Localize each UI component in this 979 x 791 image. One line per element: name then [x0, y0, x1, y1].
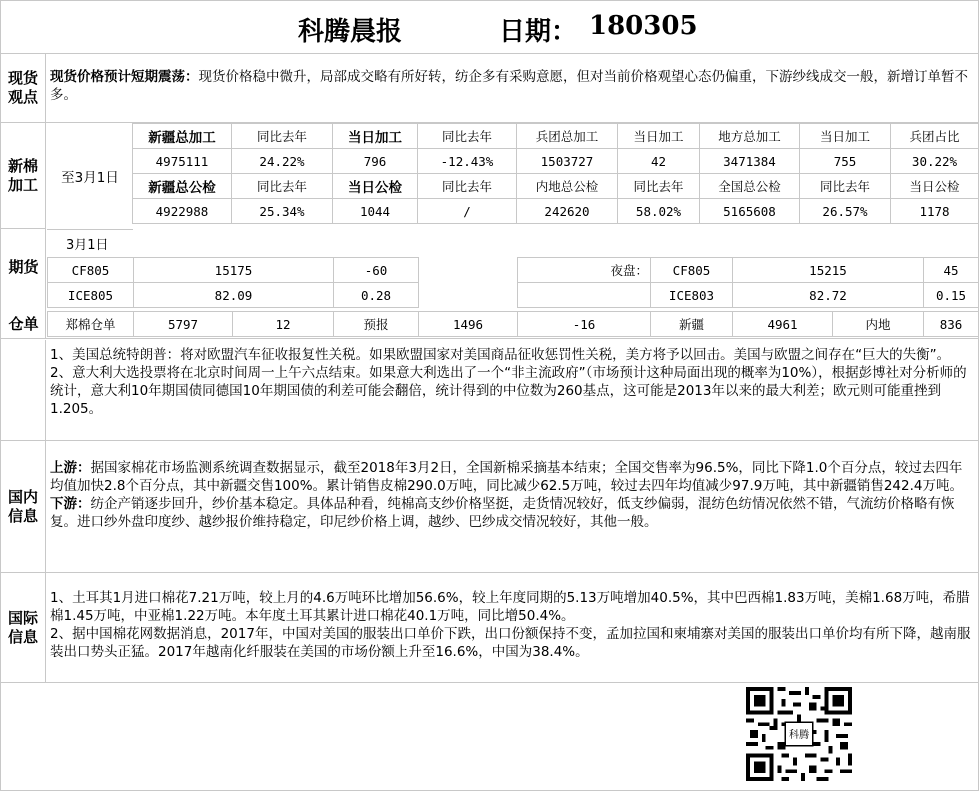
table-cell: 新疆总公检 [133, 174, 232, 199]
table-cell: 同比去年 [800, 174, 891, 199]
table-cell: 15175 [134, 258, 334, 283]
table-cell: 内地 [833, 312, 924, 337]
table-cell: 地方总加工 [700, 124, 800, 149]
table-cell: 12 [233, 312, 334, 337]
table-cell: 0.28 [334, 283, 419, 308]
warehouse-row [48, 312, 979, 337]
intl-body [47, 573, 978, 682]
cotton-row1-values [133, 149, 979, 174]
table-cell: 当日公检 [333, 174, 418, 199]
table-cell: 1044 [333, 199, 418, 224]
table-cell: 42 [618, 149, 700, 174]
table-cell: 58.02% [618, 199, 700, 224]
table-cell: 1503727 [517, 149, 618, 174]
table-cell: 5165608 [700, 199, 800, 224]
table-cell: 5797 [134, 312, 233, 337]
spot-headline: 现货价格预计短期震荡： [50, 69, 199, 85]
table-cell: 82.72 [733, 283, 924, 308]
table-cell: 25.34% [232, 199, 333, 224]
spot-section [1, 54, 978, 123]
table-cell: 同比去年 [418, 124, 517, 149]
table-cell: 4975111 [133, 149, 232, 174]
table-cell [518, 283, 651, 308]
futures-row-1 [48, 258, 979, 283]
table-cell: ICE805 [48, 283, 134, 308]
table-cell: 4922988 [133, 199, 232, 224]
cotton-as-of: 至3月1日 [47, 123, 133, 230]
table-cell: CF805 [651, 258, 733, 283]
table-cell: 755 [800, 149, 891, 174]
futures-date: 3月1日 [66, 238, 109, 253]
table-cell: 836 [924, 312, 979, 337]
macro-body [47, 340, 978, 440]
table-cell [419, 283, 518, 308]
table-cell: 242620 [517, 199, 618, 224]
qr-code-icon [745, 687, 853, 781]
cotton-row1-headers [133, 124, 979, 149]
table-cell: 3471384 [700, 149, 800, 174]
macro-paragraph-1: 1、美国总统特朗普：将对欧盟汽车征收报复性关税。如果欧盟国家对美国商品征收惩罚性关税，美方将予以回击。美国与欧盟之间存在“巨大的失衡”。 [50, 347, 951, 363]
cotton-row2-headers [133, 174, 979, 199]
table-cell: -16 [518, 312, 651, 337]
date-value: 180305 [589, 11, 698, 41]
report-title: 科腾晨报 [298, 17, 403, 47]
table-cell: 兵团总加工 [517, 124, 618, 149]
table-cell: 45 [924, 258, 979, 283]
macro-label [1, 340, 46, 440]
table-cell: 全国总公检 [700, 174, 800, 199]
domestic-section [1, 441, 978, 573]
table-cell [419, 258, 518, 283]
macro-section [1, 340, 978, 441]
intl-paragraph-2: 2、据中国棉花网数据消息，2017年，中国对美国的服装出口单价下跌，出口份额保持不变，孟加拉国和柬埔寨对美国的服装出口单价均有所下降，越南服装出口势头正猛。2017年越南化纤服装在美国的市场份额上升至16.6%，中国为38.4%。 [50, 626, 971, 660]
futures-label-col [1, 229, 46, 339]
cotton-label: 新棉加工 [1, 123, 46, 229]
intl-label: 国际信息 [1, 573, 46, 682]
table-cell: 30.22% [891, 149, 979, 174]
table-cell: 新疆 [651, 312, 733, 337]
domestic-body [47, 441, 978, 572]
macro-paragraph-2: 2、意大利大选投票将在北京时间周一上午六点结束。如果意大利选出了一个“非主流政府”（市场预计这种局面出现的概率为10%），根据彭博社对分析师的统计，意大利10年期国债同德国10年期国债的利差可能会翻倍，统计得到的中位数为260基点，这可能是2013年以来的最大利差；欧元则可能重挫到1.205。 [50, 365, 967, 417]
spot-body [47, 54, 978, 122]
domestic-downstream: 下游：纺企产销逐步回升，纱价基本稳定。具体品种看，纯棉高支纱价格坚挺，走货情况较好，低支纱偏弱，混纺色纺情况依然不错，气流纺价格略有恢复。进口纱外盘印度纱、越纱报价维持稳定，印尼纱价格上调，越纱、巴纱成交情况较好，其他一般。 [50, 496, 955, 530]
table-cell: 26.57% [800, 199, 891, 224]
table-cell: 内地总公检 [517, 174, 618, 199]
spot-text: 现货价格稳中微升，局部成交略有所好转，纺企多有采购意愿，但对当前价格观望心态仍偏重，下游纱线成交一般，新增订单暂不多。 [50, 69, 968, 103]
table-cell: 82.09 [134, 283, 334, 308]
table-cell: 郑棉仓单 [48, 312, 134, 337]
title-row [1, 1, 978, 54]
table-cell: 15215 [733, 258, 924, 283]
spot-label: 现货观点 [1, 54, 46, 122]
cotton-table [132, 123, 979, 224]
futures-row-2 [48, 283, 979, 308]
futures-table [47, 257, 979, 308]
table-cell: 796 [333, 149, 418, 174]
table-cell: 1496 [419, 312, 518, 337]
table-cell: 1178 [891, 199, 979, 224]
table-cell: 新疆总加工 [133, 124, 232, 149]
cotton-section [1, 123, 978, 229]
table-cell: 当日加工 [333, 124, 418, 149]
table-cell: 同比去年 [232, 174, 333, 199]
domestic-upstream: 上游：据国家棉花市场监测系统调查数据显示，截至2018年3月2日，全国新棉采摘基本结束；全国交售率为96.5%，同比下降1.0个百分点，较过去四年均值加快2.8个百分点，其中新疆交售100%。累计销售皮棉290.0万吨，同比减少62.5万吨，较过去四年均值减少97.9万吨，其中新疆销售242.4万吨。 [50, 460, 963, 494]
table-cell: 当日公检 [891, 174, 979, 199]
date-label: 日期： [499, 17, 578, 47]
table-cell: 预报 [334, 312, 419, 337]
qr-caption: 科腾 [788, 729, 810, 741]
table-cell: 24.22% [232, 149, 333, 174]
table-cell: 同比去年 [418, 174, 517, 199]
table-cell: 当日加工 [618, 124, 700, 149]
table-cell: 4961 [733, 312, 833, 337]
table-cell: 同比去年 [618, 174, 700, 199]
table-cell: ICE803 [651, 283, 733, 308]
table-cell: 兵团占比 [891, 124, 979, 149]
table-cell: 同比去年 [232, 124, 333, 149]
table-cell: -60 [334, 258, 419, 283]
futures-label: 期货 [8, 258, 39, 276]
table-cell: CF805 [48, 258, 134, 283]
table-cell: 当日加工 [800, 124, 891, 149]
warehouse-table [47, 311, 979, 337]
domestic-label: 国内信息 [1, 441, 46, 572]
table-cell: / [418, 199, 517, 224]
futures-section [1, 229, 978, 339]
intl-paragraph-1: 1、土耳其1月进口棉花7.21万吨，较上月的4.6万吨环比增加56.6%，较上年度同期的5.13万吨增加40.5%，其中巴西棉1.83万吨，美棉1.68万吨，希腊棉1.45万吨，中亚棉1.22万吨。本年度土耳其累计进口棉花40.1万吨，同比增50.4%。 [50, 590, 970, 624]
cotton-row2-values [133, 199, 979, 224]
table-cell: -12.43% [418, 149, 517, 174]
table-cell: 0.15 [924, 283, 979, 308]
night-label: 夜盘： [518, 258, 651, 283]
warehouse-label: 仓单 [8, 315, 39, 333]
intl-section [1, 573, 978, 683]
